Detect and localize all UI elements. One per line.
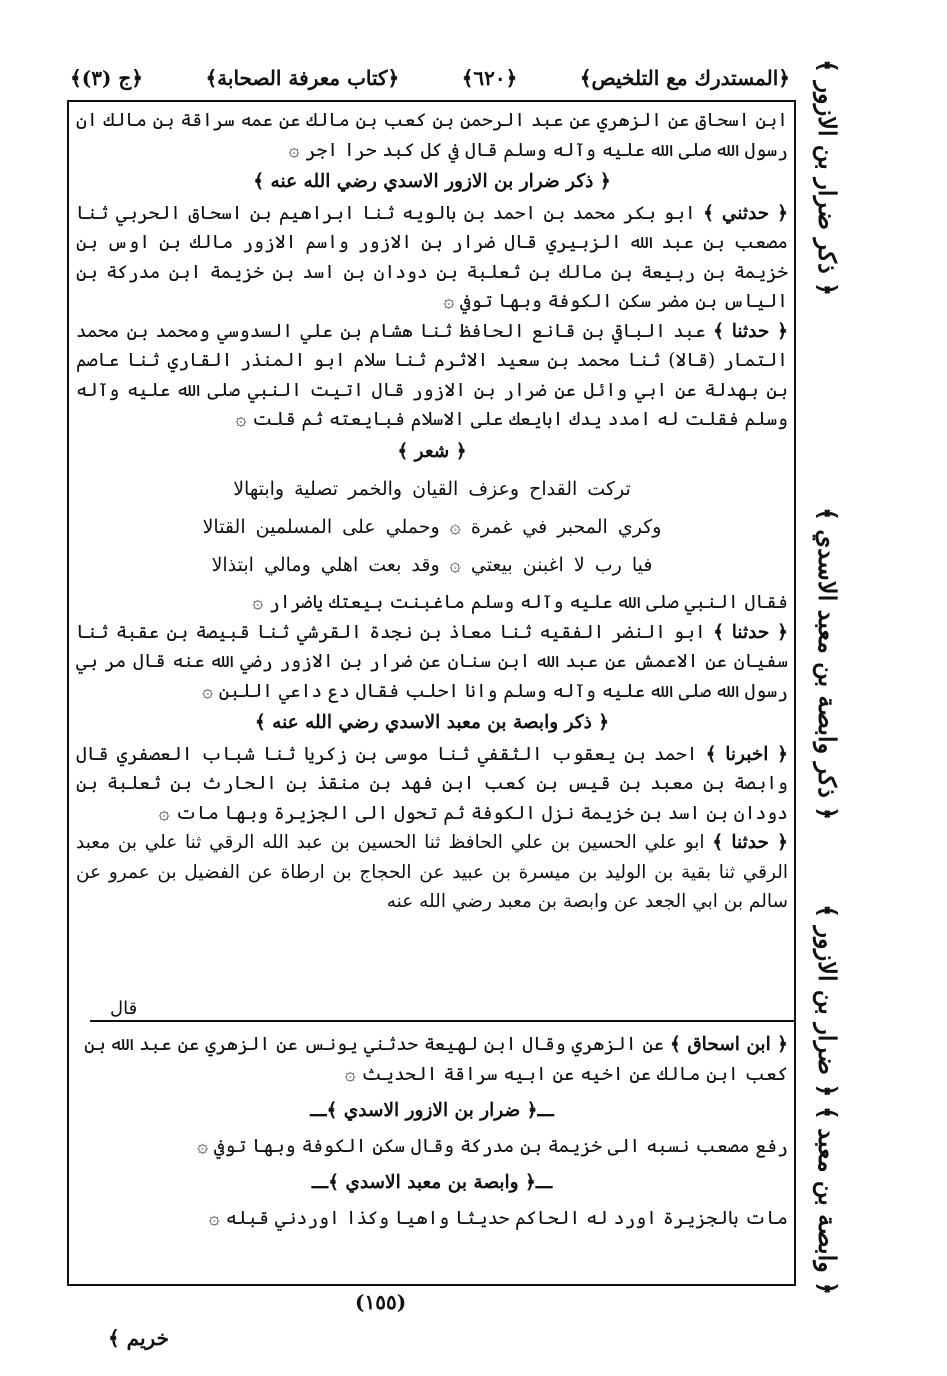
narration-lead: ﴿ ابن اسحاق ﴾	[670, 1034, 788, 1055]
main-text-block	[72, 106, 792, 994]
narration-lead: ﴿ حدثنا ﴾	[713, 320, 789, 342]
margin-note: ﴿ وابصة بن معبد ﴾ ﴿ ضرار بن الازور ﴾	[813, 903, 842, 1295]
paragraph-text: احمد بن يعقوب الثقفي ثنا موسى بن زكريا ثنا شباب العصفري قال وابصة بن معبد بن قيس بن كعب ابن فهد بن منقذ بن الحارث بن ثعلبة بن دودان بن اسد بن خزيمة نزل الكوفة ثم تحول الى الجزيرة وبها مات ۞	[76, 743, 788, 824]
paragraph-text: ابو علي الحسين بن علي الحافظ ثنا الحسين بن عبد الله الرقي ثنا علي بن معبد الرقي ثنا بقية بن الوليد بن ميسرة بن عبيد عن الحجاج بن ارطاة عن الفضيل بن عمرو عن سالم بن ابي الجعد عن وابصة بن معبد رضي الله عنه	[76, 832, 788, 912]
paragraph-text: عبد الباقي بن قانع الحافظ ثنا هشام بن علي السدوسي ومحمد بن محمد التمار (قالا) ثنا محمد بن سعيد الاثرم ثنا سلام ابو المنذر القاري ثنا عاصم بن بهدلة عن ابي وائل عن ضرار بن الازور قال اتيت النبي صلى الله عليه وآله وسلم فقلت له امدد يدك ابايعك على الاسلام فبايعته ثم قلت ۞	[76, 320, 788, 430]
catchword: خريم ﴾	[108, 1326, 169, 1350]
paragraph: فقال النبي صلى الله عليه وآله وسلم ماغبنت بيعتك ياضرار ۞	[252, 592, 788, 613]
narration-lead: ﴿ حدثنا ﴾	[713, 621, 789, 643]
running-header	[70, 58, 790, 98]
paragraph	[72, 740, 792, 829]
paragraph	[72, 199, 792, 317]
page-number: (١٥٥)	[355, 1290, 407, 1314]
margin-notes	[807, 0, 947, 1376]
narration-lead: ﴿ اخبرنا ﴾	[705, 743, 789, 765]
poem-heading: ﴿ شعر ﴾	[397, 440, 467, 462]
section-heading: ـــ﴿ ضرار بن الازور الاسدي ﴾ـــ	[310, 1100, 554, 1121]
paragraph	[72, 1030, 792, 1090]
paragraph: رفع مصعب نسبه الى خزيمة بن مدركة وقال سكن الكوفة وبها توفي ۞	[197, 1136, 788, 1157]
paragraph: مات بالجزيرة اورد له الحاكم حديثا واهيا وكذا اوردني قبله ۞	[208, 1208, 788, 1229]
header-page-number: ﴿٦٢٠﴾	[461, 66, 518, 90]
poem-line: فيا رب لا اغبنن بيعتي ۞ وقد بعت اهلي ومالي ابتذالا	[211, 554, 653, 576]
paragraph	[72, 618, 792, 707]
section-divider	[90, 1020, 795, 1022]
paragraph	[72, 828, 792, 917]
paragraph	[72, 317, 792, 435]
narration-lead: ﴿ حدثنا ﴾	[712, 832, 788, 853]
paragraph: ابن اسحاق عن الزهري عن عبد الرحمن بن كعب بن مالك عن عمه سراقة بن مالك ان رسول الله صلى الله عليه وآله وسلم قال في كل كبد حرا اجر ۞	[76, 110, 788, 161]
paragraph-text: عن الزهري وقال ابن لهيعة حدثني يونس عن الزهري عن عبد الله بن كعب ابن مالك عن اخيه عن ابيه سراقة الحديث ۞	[84, 1034, 788, 1085]
paragraph-text: ابو النضر الفقيه ثنا معاذ بن نجدة القرشي ثنا قبيصة بن عقبة ثنا سفيان عن الاعمش عن عبد الله ابن سنان عن ضرار بن الازور رضي الله عنه قال مر بي رسول الله صلى الله عليه وآله وسلم وانا احلب فقال دع داعي اللبن ۞	[76, 621, 788, 702]
narration-lead: ﴿ حدثني ﴾	[703, 202, 788, 224]
book-title: ﴿كتاب معرفة الصحابة﴾	[205, 66, 400, 90]
poem	[197, 470, 667, 584]
margin-note: ﴿ ذكر ضرار بن الازور ﴾	[813, 58, 842, 296]
poem-line: وكري المحبر في غمرة ۞ وحملي على المسلمين القتالا	[202, 516, 662, 538]
poem-line: تركت القداح وعزف القيان والخمر تصلية وابتهالا	[233, 478, 631, 500]
volume-label: ﴿ج (٣)﴾	[70, 66, 144, 90]
paragraph-text: ابو بكر محمد بن احمد بن بالويه ثنا ابراهيم بن اسحاق الحربي ثنا مصعب بن عبد الله الزبيري قال ضرار بن الازور واسم الازور مالك بن اوس بن خزيمة بن ربيعة بن مالك بن ثعلبة بن دودان بن اسد بن خزيمة ابن مدركة بن الياس بن مضر سكن الكوفة وبها توفي ۞	[76, 202, 788, 312]
catch-word-qal: قال	[110, 998, 138, 1019]
section-heading: ـــ﴿ وابصة بن معبد الاسدي ﴾ـــ	[311, 1172, 553, 1193]
section-heading: ﴿ ذكر وابصة بن معبد الاسدي رضي الله عنه ﴾	[254, 712, 610, 733]
section-heading: ﴿ ذكر ضرار بن الازور الاسدي رضي الله عنه ﴾	[253, 171, 611, 192]
work-title: ﴿المستدرك مع التلخيص﴾	[579, 66, 790, 90]
margin-note: ﴿ ذكر وابصة بن معبد الاسدي ﴾	[813, 506, 842, 820]
talkhis-block	[72, 1030, 792, 1270]
